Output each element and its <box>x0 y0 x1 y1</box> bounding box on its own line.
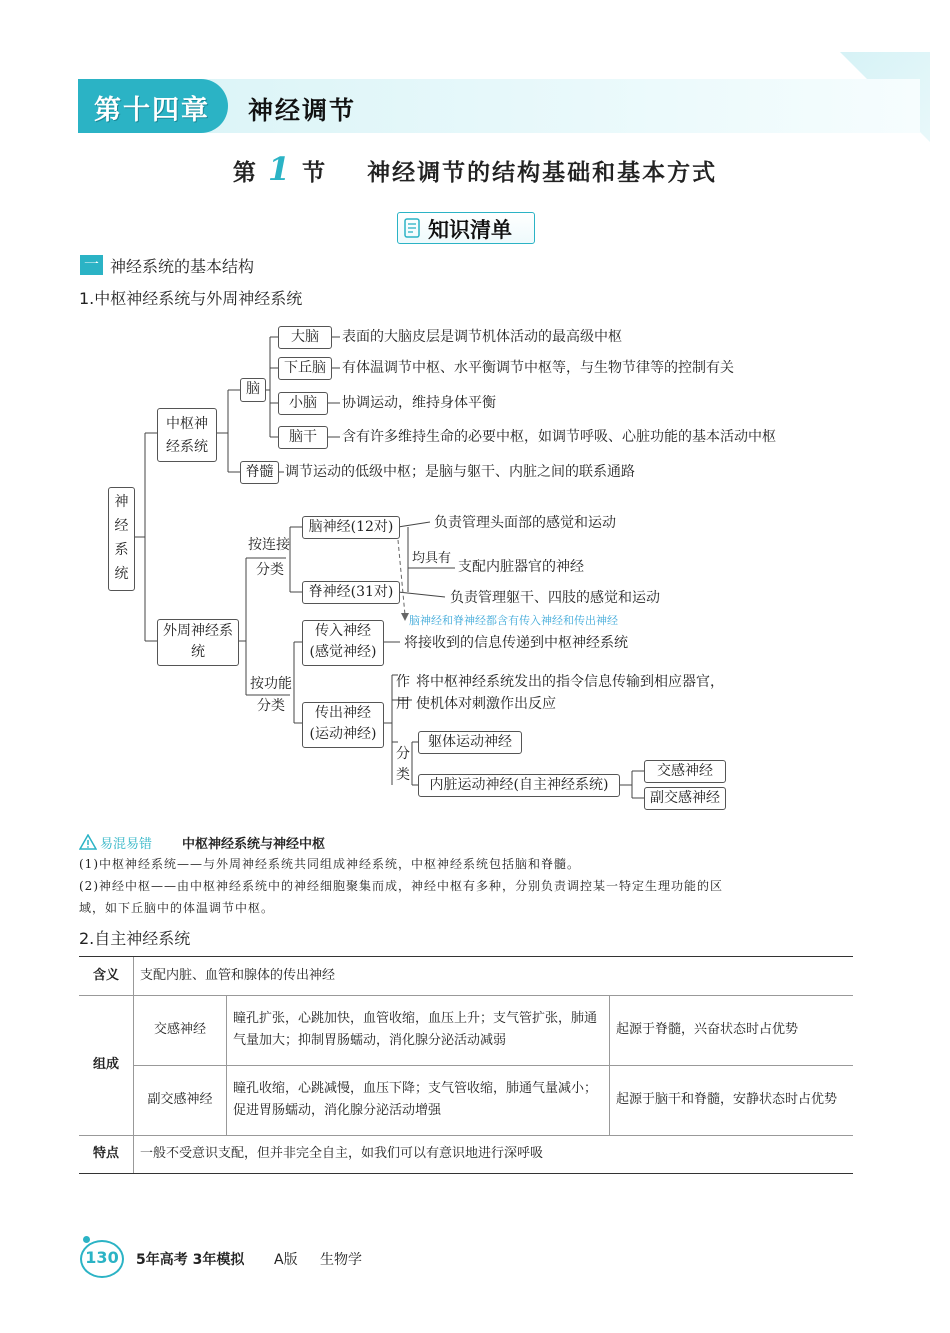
spinal-nerve-desc: 负责管理躯干、四肢的感觉和运动 <box>450 590 660 606</box>
function-label-b: 用 <box>396 696 410 712</box>
brain-label: 脑 <box>246 381 260 397</box>
sympathetic-label: 交感神经 <box>134 995 227 1065</box>
hypothalamus-desc: 有体温调节中枢、水平衡调节中枢等，与生物节律等的控制有关 <box>342 360 734 376</box>
confusion-p1: (1)中枢神经系统——与外周神经系统共同组成神经系统，中枢神经系统包括脑和脊髓。 <box>79 857 581 871</box>
cerebellum-box <box>278 392 328 415</box>
visceral-desc: 支配内脏器官的神经 <box>458 559 584 575</box>
chapter-label: 第十四章 <box>94 95 210 126</box>
page-dot <box>83 1236 90 1243</box>
parasympathetic-origin: 起源于脑干和脊髓，安静状态时占优势 <box>610 1065 854 1135</box>
sympathetic-label: 交感神经 <box>657 763 713 779</box>
efferent-label-2: (运动神经) <box>309 726 377 742</box>
class-label-a: 分 <box>396 746 410 762</box>
composition-label: 组成 <box>79 995 134 1135</box>
confusion-p2: (2)神经中枢——由中枢神经系统中的神经细胞聚集而成，神经中枢有多种，分别负责调控某一特定生理功能的区 <box>79 879 724 893</box>
warning-icon <box>79 834 97 850</box>
root-label: 神经系统 <box>114 494 129 582</box>
both-have-label: 均具有 <box>412 551 452 566</box>
section-prefix: 第 <box>232 159 258 186</box>
efferent-label: 传出神经 <box>315 705 371 721</box>
cns-box <box>157 408 217 462</box>
cranial-nerve-box <box>302 516 400 539</box>
brainstem-box <box>278 426 328 449</box>
table-row <box>79 957 853 995</box>
sympathetic-effect: 瞳孔扩张，心跳加快，血管收缩，血压上升；支气管扩张，肺通气量加大；抑制胃肠蠕动，消化腺分泌活动减弱 <box>227 995 610 1065</box>
parasympathetic-label: 副交感神经 <box>134 1065 227 1135</box>
spinal-cord-label: 脊髓 <box>245 464 274 480</box>
blue-note: 脑神经和脊神经都含有传入神经和传出神经 <box>409 614 618 627</box>
section-number: 1 <box>267 150 293 188</box>
section-title: 神经调节的结构基础和基本方式 <box>367 159 718 186</box>
confusion-title: 中枢神经系统与神经中枢 <box>182 837 326 852</box>
pns-label: 外周神经系统 <box>163 623 233 660</box>
part1-subtitle: 1.中枢神经系统与外周神经系统 <box>79 289 303 308</box>
efferent-desc-2: 使机体对刺激作出反应 <box>416 696 556 712</box>
cerebellum-label: 小脑 <box>289 395 317 411</box>
section-suffix: 节 <box>302 159 328 186</box>
spinal-cord-desc: 调节运动的低级中枢；是脑与躯干、内脏之间的联系通路 <box>285 464 635 480</box>
spinal-nerve-label: 脊神经(31对) <box>308 584 394 600</box>
by-connection-label-2: 分类 <box>256 562 284 578</box>
book-title: 5年高考 3年模拟 <box>136 1252 245 1268</box>
autonomic-table <box>79 957 853 1174</box>
parasympathetic-label: 副交感神经 <box>650 790 720 806</box>
def-text: 支配内脏、血管和腺体的传出神经 <box>134 957 854 995</box>
cerebellum-desc: 协调运动，维持身体平衡 <box>342 395 496 411</box>
cerebrum-desc: 表面的大脑皮层是调节机体活动的最高级中枢 <box>342 329 622 345</box>
part2-subtitle: 2.自主神经系统 <box>79 929 191 948</box>
sympathetic-box <box>644 760 726 783</box>
confusion-tag: 易混易错 <box>100 837 153 852</box>
cranial-nerve-label: 脑神经(12对) <box>308 519 394 535</box>
efferent-desc-1: 将中枢神经系统发出的指令信息传输到相应器官， <box>416 674 724 690</box>
spinal-nerve-box <box>302 581 400 604</box>
chapter-title: 神经调节 <box>248 96 357 125</box>
page-number: 130 <box>85 1248 119 1267</box>
afferent-desc: 将接收到的信息传递到中枢神经系统 <box>404 635 628 651</box>
sympathetic-origin: 起源于脊髓，兴奋状态时占优势 <box>610 995 854 1065</box>
afferent-box <box>302 620 384 666</box>
subject: 生物学 <box>320 1252 362 1268</box>
pns-box <box>157 619 239 666</box>
autonomic-label: 内脏运动神经(自主神经系统) <box>429 777 609 793</box>
badge-label: 知识清单 <box>428 218 512 242</box>
def-label: 含义 <box>79 957 134 995</box>
part1-title: 神经系统的基本结构 <box>110 257 255 276</box>
function-label-a: 作 <box>396 674 410 690</box>
efferent-box <box>302 702 384 748</box>
table-row <box>79 995 853 1065</box>
afferent-label: 传入神经 <box>315 623 371 639</box>
table-row <box>79 1135 853 1173</box>
cerebrum-label: 大脑 <box>291 329 319 345</box>
parasympathetic-box <box>644 787 726 810</box>
feature-label: 特点 <box>79 1135 134 1173</box>
hypothalamus-label: 下丘脑 <box>284 360 326 376</box>
afferent-label-2: (感觉神经) <box>309 644 377 660</box>
edition: A版 <box>274 1252 298 1268</box>
by-function-label: 按功能 <box>250 676 292 692</box>
hypothalamus-box <box>278 357 332 380</box>
somatic-motor-label: 躯体运动神经 <box>428 734 512 750</box>
page-number-badge <box>80 1240 124 1278</box>
cranial-nerve-desc: 负责管理头面部的感觉和运动 <box>434 515 616 531</box>
brainstem-label: 脑干 <box>289 429 317 445</box>
brain-box <box>240 378 266 402</box>
brainstem-desc: 含有许多维持生命的必要中枢，如调节呼吸、心脏功能的基本活动中枢 <box>342 429 776 445</box>
somatic-motor-box <box>418 731 522 754</box>
class-label-b: 类 <box>396 767 410 783</box>
cns-label: 中枢神经系统 <box>166 416 208 455</box>
autonomic-box <box>418 774 620 797</box>
root-nervous-system <box>108 487 135 591</box>
confusion-p3: 域，如下丘脑中的体温调节中枢。 <box>79 901 275 915</box>
by-function-label-2: 分类 <box>257 698 285 714</box>
feature-text: 一般不受意识支配，但并非完全自主，如我们可以有意识地进行深呼吸 <box>134 1135 854 1173</box>
table-row <box>79 1065 853 1135</box>
parasympathetic-effect: 瞳孔收缩，心跳减慢，血压下降；支气管收缩，肺通气量减小；促进胃肠蠕动，消化腺分泌活动增强 <box>227 1065 610 1135</box>
by-connection-label: 按连接 <box>248 537 290 553</box>
spinal-cord-box <box>240 461 279 484</box>
part-marker-text: 一 <box>84 255 100 273</box>
cerebrum-box <box>278 326 332 349</box>
